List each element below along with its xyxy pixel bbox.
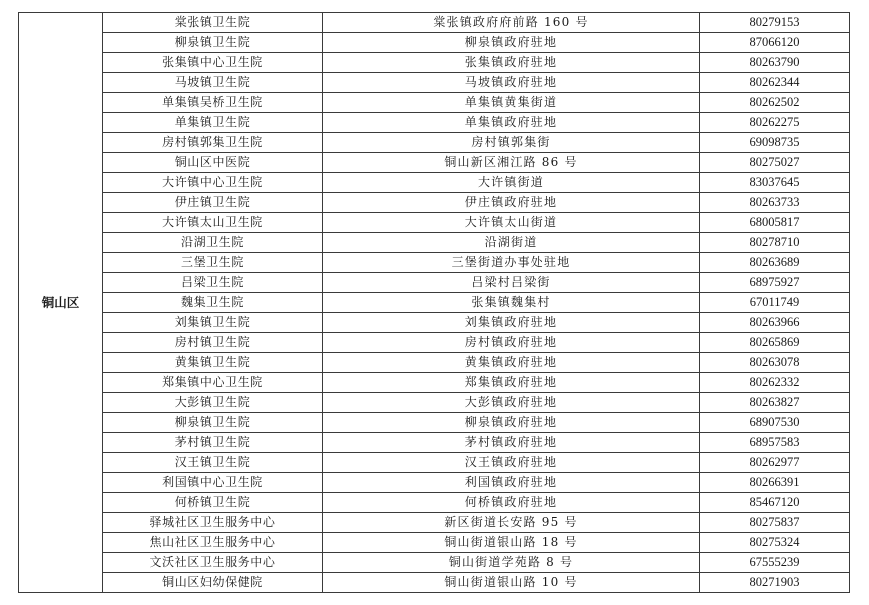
phone-cell: 68907530	[700, 413, 850, 433]
hospital-name-cell: 棠张镇卫生院	[103, 13, 323, 33]
hospital-name-cell: 房村镇卫生院	[103, 333, 323, 353]
hospital-name-cell: 魏集卫生院	[103, 293, 323, 313]
address-cell: 新区街道长安路 95 号	[323, 513, 700, 533]
hospital-name-cell: 房村镇郭集卫生院	[103, 133, 323, 153]
phone-cell: 80275027	[700, 153, 850, 173]
phone-cell: 80265869	[700, 333, 850, 353]
address-cell: 伊庄镇政府驻地	[323, 193, 700, 213]
hospital-name-cell: 伊庄镇卫生院	[103, 193, 323, 213]
phone-cell: 68005817	[700, 213, 850, 233]
address-cell: 柳泉镇政府驻地	[323, 413, 700, 433]
table-row	[19, 413, 850, 433]
hospital-name-cell: 郑集镇中心卫生院	[103, 373, 323, 393]
phone-cell: 80263078	[700, 353, 850, 373]
hospital-name-cell: 铜山区中医院	[103, 153, 323, 173]
address-cell: 单集镇政府驻地	[323, 113, 700, 133]
table-row	[19, 493, 850, 513]
table-row	[19, 33, 850, 53]
phone-cell: 80275324	[700, 533, 850, 553]
table-row	[19, 513, 850, 533]
hospital-name-cell: 焦山社区卫生服务中心	[103, 533, 323, 553]
address-cell: 利国镇政府驻地	[323, 473, 700, 493]
hospital-name-cell: 吕梁卫生院	[103, 273, 323, 293]
phone-cell: 80262275	[700, 113, 850, 133]
hospital-name-cell: 张集镇中心卫生院	[103, 53, 323, 73]
phone-cell: 68957583	[700, 433, 850, 453]
address-cell: 沿湖街道	[323, 233, 700, 253]
table-row	[19, 333, 850, 353]
phone-cell: 80263689	[700, 253, 850, 273]
phone-cell: 80263827	[700, 393, 850, 413]
address-cell: 大彭镇政府驻地	[323, 393, 700, 413]
table-row	[19, 13, 850, 33]
address-cell: 房村镇郭集街	[323, 133, 700, 153]
phone-cell: 80263733	[700, 193, 850, 213]
table-row	[19, 193, 850, 213]
address-cell: 大许镇太山街道	[323, 213, 700, 233]
hospital-name-cell: 大彭镇卫生院	[103, 393, 323, 413]
district-cell: 铜山区	[19, 13, 103, 593]
hospital-name-cell: 马坡镇卫生院	[103, 73, 323, 93]
address-cell: 铜山街道银山路 18 号	[323, 533, 700, 553]
hospital-name-cell: 铜山区妇幼保健院	[103, 573, 323, 593]
table-row	[19, 253, 850, 273]
phone-cell: 69098735	[700, 133, 850, 153]
table-row	[19, 473, 850, 493]
hospital-name-cell: 刘集镇卫生院	[103, 313, 323, 333]
table-row	[19, 353, 850, 373]
address-cell: 何桥镇政府驻地	[323, 493, 700, 513]
address-cell: 吕梁村吕梁街	[323, 273, 700, 293]
hospital-name-cell: 大许镇中心卫生院	[103, 173, 323, 193]
phone-cell: 80262502	[700, 93, 850, 113]
hospital-name-cell: 文沃社区卫生服务中心	[103, 553, 323, 573]
table-row	[19, 293, 850, 313]
table-row	[19, 433, 850, 453]
hospital-name-cell: 沿湖卫生院	[103, 233, 323, 253]
hospital-name-cell: 三堡卫生院	[103, 253, 323, 273]
address-cell: 铜山街道银山路 10 号	[323, 573, 700, 593]
table-row	[19, 573, 850, 593]
table-row	[19, 173, 850, 193]
table-row	[19, 113, 850, 133]
address-cell: 铜山新区湘江路 86 号	[323, 153, 700, 173]
table-row	[19, 133, 850, 153]
address-cell: 张集镇魏集村	[323, 293, 700, 313]
phone-cell: 68975927	[700, 273, 850, 293]
hospital-name-cell: 大许镇太山卫生院	[103, 213, 323, 233]
phone-cell: 80278710	[700, 233, 850, 253]
hospital-name-cell: 汉王镇卫生院	[103, 453, 323, 473]
phone-cell: 87066120	[700, 33, 850, 53]
hospital-name-cell: 茅村镇卫生院	[103, 433, 323, 453]
table-row	[19, 373, 850, 393]
table-row	[19, 213, 850, 233]
table-row	[19, 533, 850, 553]
hospital-name-cell: 单集镇吴桥卫生院	[103, 93, 323, 113]
table-row	[19, 53, 850, 73]
phone-cell: 80262977	[700, 453, 850, 473]
phone-cell: 80275837	[700, 513, 850, 533]
address-cell: 马坡镇政府驻地	[323, 73, 700, 93]
address-cell: 大许镇街道	[323, 173, 700, 193]
address-cell: 茅村镇政府驻地	[323, 433, 700, 453]
address-cell: 单集镇黄集街道	[323, 93, 700, 113]
hospital-name-cell: 何桥镇卫生院	[103, 493, 323, 513]
table-row	[19, 453, 850, 473]
phone-cell: 80271903	[700, 573, 850, 593]
address-cell: 汉王镇政府驻地	[323, 453, 700, 473]
phone-cell: 80262344	[700, 73, 850, 93]
table-row	[19, 273, 850, 293]
address-cell: 棠张镇政府府前路 160 号	[323, 13, 700, 33]
phone-cell: 80262332	[700, 373, 850, 393]
table-row	[19, 553, 850, 573]
table-row	[19, 393, 850, 413]
hospital-name-cell: 黄集镇卫生院	[103, 353, 323, 373]
address-cell: 三堡街道办事处驻地	[323, 253, 700, 273]
hospital-directory-table	[18, 12, 850, 593]
table-row	[19, 93, 850, 113]
address-cell: 郑集镇政府驻地	[323, 373, 700, 393]
address-cell: 张集镇政府驻地	[323, 53, 700, 73]
table-body	[19, 13, 850, 593]
table-row	[19, 313, 850, 333]
phone-cell: 80263966	[700, 313, 850, 333]
address-cell: 刘集镇政府驻地	[323, 313, 700, 333]
hospital-name-cell: 驿城社区卫生服务中心	[103, 513, 323, 533]
phone-cell: 83037645	[700, 173, 850, 193]
phone-cell: 67555239	[700, 553, 850, 573]
phone-cell: 67011749	[700, 293, 850, 313]
table-row	[19, 233, 850, 253]
hospital-name-cell: 单集镇卫生院	[103, 113, 323, 133]
address-cell: 黄集镇政府驻地	[323, 353, 700, 373]
table-row	[19, 73, 850, 93]
address-cell: 铜山街道学苑路 8 号	[323, 553, 700, 573]
table-row	[19, 153, 850, 173]
hospital-name-cell: 柳泉镇卫生院	[103, 413, 323, 433]
phone-cell: 80263790	[700, 53, 850, 73]
hospital-name-cell: 利国镇中心卫生院	[103, 473, 323, 493]
phone-cell: 85467120	[700, 493, 850, 513]
hospital-name-cell: 柳泉镇卫生院	[103, 33, 323, 53]
address-cell: 房村镇政府驻地	[323, 333, 700, 353]
phone-cell: 80266391	[700, 473, 850, 493]
phone-cell: 80279153	[700, 13, 850, 33]
address-cell: 柳泉镇政府驻地	[323, 33, 700, 53]
